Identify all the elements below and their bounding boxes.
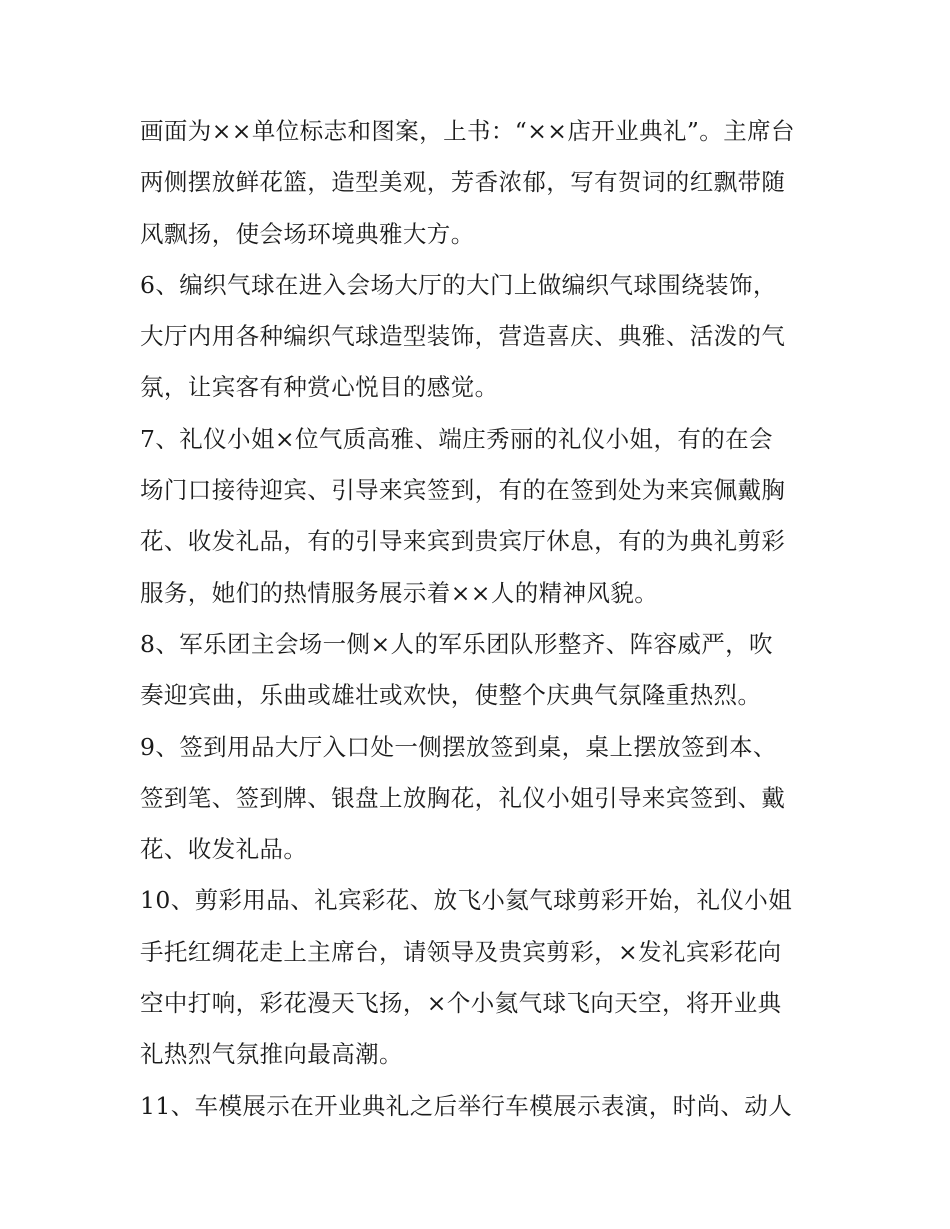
text-line: 空中打响，彩花漫天飞扬，×个小氦气球飞向天空，将开业典 [140,989,782,1018]
text-line: 手托红绸花走上主席台，请领导及贵宾剪彩，×发礼宾彩花向 [140,937,782,966]
text-line: 风飘扬，使会场环境典雅大方。 [140,219,475,248]
text-line: 奏迎宾曲，乐曲或雄壮或欢快，使整个庆典气氛隆重热烈。 [140,681,762,710]
text-line: 服务，她们的热情服务展示着××人的精神风貌。 [140,578,659,607]
text-line: 8、军乐团主会场一侧×人的军乐团队形整齐、阵容威严，吹 [140,629,773,658]
text-line: 10、剪彩用品、礼宾彩花、放飞小氦气球剪彩开始，礼仪小姐 [140,886,793,915]
text-line: 礼热烈气氛推向最高潮。 [140,1040,403,1069]
text-line: 7、礼仪小姐×位气质高雅、端庄秀丽的礼仪小姐，有的在会 [140,424,773,453]
text-line: 花、收发礼品，有的引导来宾到贵宾厅休息，有的为典礼剪彩 [140,527,786,556]
text-line: 签到笔、签到牌、银盘上放胸花，礼仪小姐引导来宾签到、戴 [140,783,786,812]
text-line: 场门口接待迎宾、引导来宾签到，有的在签到处为来宾佩戴胸 [140,476,786,505]
text-line: 氛，让宾客有种赏心悦目的感觉。 [140,373,499,402]
text-line: 6、编织气球在进入会场大厅的大门上做编织气球围绕装饰， [140,270,777,299]
text-line: 9、签到用品大厅入口处一侧摆放签到桌，桌上摆放签到本、 [140,732,777,761]
body-text [140,106,820,1132]
text-line: 11、车模展示在开业典礼之后举行车模展示表演，时尚、动人 [140,1091,793,1120]
text-line: 大厅内用各种编织气球造型装饰，营造喜庆、典雅、活泼的气 [140,322,786,351]
text-line: 花、收发礼品。 [140,835,308,864]
text-line: 画面为××单位标志和图案，上书：“××店开业典礼”。主席台 [140,117,795,145]
text-line: 两侧摆放鲜花篮，造型美观，芳香浓郁，写有贺词的红飘带随 [140,168,786,197]
